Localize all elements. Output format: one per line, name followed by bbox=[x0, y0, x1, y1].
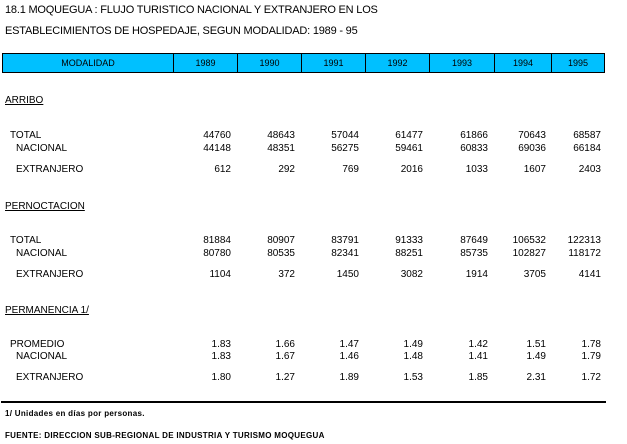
header-year-1989: 1989 bbox=[173, 54, 237, 72]
table-cell: 1.85 bbox=[468, 372, 488, 383]
table-cell: 87649 bbox=[460, 235, 488, 246]
row-label: EXTRANJERO bbox=[16, 269, 84, 280]
table-cell: 1.79 bbox=[581, 351, 601, 362]
table-cell: 1.46 bbox=[339, 351, 359, 362]
table-cell: 122313 bbox=[567, 235, 601, 246]
table-cell: 1450 bbox=[336, 269, 359, 280]
header-year-1991: 1991 bbox=[301, 54, 365, 72]
table-cell: 61866 bbox=[460, 130, 488, 141]
header-year-1994: 1994 bbox=[494, 54, 551, 72]
section-permanencia-title: PERMANENCIA 1/ bbox=[5, 305, 89, 316]
table-cell: 3705 bbox=[523, 269, 546, 280]
table-cell: 44148 bbox=[203, 143, 231, 154]
table-row bbox=[0, 164, 627, 176]
table-cell: 1607 bbox=[523, 164, 546, 175]
table-cell: 85735 bbox=[460, 248, 488, 259]
table-cell: 60833 bbox=[460, 143, 488, 154]
table-cell: 1.47 bbox=[339, 339, 359, 350]
table-cell: 1.67 bbox=[275, 351, 295, 362]
row-label: EXTRANJERO bbox=[16, 372, 84, 383]
header-year-1995: 1995 bbox=[551, 54, 604, 72]
table-cell: 1.48 bbox=[403, 351, 423, 362]
table-row bbox=[0, 248, 627, 260]
footnote: 1/ Unidades en días por personas. bbox=[5, 409, 145, 418]
table-cell: 68587 bbox=[573, 130, 601, 141]
table-cell: 106532 bbox=[512, 235, 546, 246]
table-cell: 1.53 bbox=[403, 372, 423, 383]
table-cell: 4141 bbox=[578, 269, 601, 280]
table-row bbox=[0, 130, 627, 142]
table-cell: 57044 bbox=[331, 130, 359, 141]
table-cell: 2016 bbox=[400, 164, 423, 175]
table-cell: 81884 bbox=[203, 235, 231, 246]
table-cell: 56275 bbox=[331, 143, 359, 154]
row-label: PROMEDIO bbox=[10, 339, 65, 350]
row-label: NACIONAL bbox=[16, 248, 68, 259]
table-cell: 91333 bbox=[395, 235, 423, 246]
row-label: TOTAL bbox=[10, 235, 42, 246]
table-cell: 1914 bbox=[465, 269, 488, 280]
section-pernoctacion-title: PERNOCTACION bbox=[5, 201, 85, 212]
table-cell: 80780 bbox=[203, 248, 231, 259]
table-row bbox=[0, 143, 627, 155]
table-cell: 1033 bbox=[465, 164, 488, 175]
table-cell: 69036 bbox=[518, 143, 546, 154]
table-cell: 66184 bbox=[573, 143, 601, 154]
source-note: FUENTE: DIRECCION SUB-REGIONAL DE INDUSTRIA Y TURISMO MOQUEGUA bbox=[5, 431, 325, 440]
table-row bbox=[0, 339, 627, 351]
table-cell: 1.78 bbox=[581, 339, 601, 350]
table-cell: 83791 bbox=[331, 235, 359, 246]
table-cell: 3082 bbox=[400, 269, 423, 280]
table-row bbox=[0, 351, 627, 363]
table-cell: 1.83 bbox=[211, 351, 231, 362]
section-arribo-title: ARRIBO bbox=[5, 95, 44, 106]
table-row bbox=[0, 372, 627, 384]
table-cell: 48351 bbox=[267, 143, 295, 154]
table-cell: 372 bbox=[278, 269, 295, 280]
table-row bbox=[0, 269, 627, 281]
table-cell: 82341 bbox=[331, 248, 359, 259]
table-cell: 1.27 bbox=[275, 372, 295, 383]
table-cell: 1.49 bbox=[403, 339, 423, 350]
table-cell: 2.31 bbox=[526, 372, 546, 383]
table-cell: 1.66 bbox=[275, 339, 295, 350]
table-cell: 1104 bbox=[209, 269, 231, 280]
row-label: NACIONAL bbox=[16, 143, 68, 154]
header-year-1992: 1992 bbox=[365, 54, 429, 72]
table-cell: 2403 bbox=[578, 164, 601, 175]
table-cell: 1.51 bbox=[526, 339, 546, 350]
table-cell: 1.83 bbox=[211, 339, 231, 350]
table-row bbox=[0, 235, 627, 247]
header-modalidad: MODALIDAD bbox=[61, 58, 115, 68]
table-cell: 1.89 bbox=[339, 372, 359, 383]
table-cell: 48643 bbox=[267, 130, 295, 141]
table-cell: 59461 bbox=[395, 143, 423, 154]
table-cell: 102827 bbox=[512, 248, 546, 259]
row-label: EXTRANJERO bbox=[16, 164, 84, 175]
table-cell: 80907 bbox=[267, 235, 295, 246]
row-label: TOTAL bbox=[10, 130, 42, 141]
table-cell: 70643 bbox=[518, 130, 546, 141]
table-cell: 1.42 bbox=[468, 339, 488, 350]
table-cell: 1.72 bbox=[581, 372, 601, 383]
table-cell: 44760 bbox=[203, 130, 231, 141]
table-header bbox=[2, 53, 605, 73]
table-cell: 1.80 bbox=[211, 372, 231, 383]
table-cell: 292 bbox=[278, 164, 295, 175]
table-cell: 80535 bbox=[267, 248, 295, 259]
table-cell: 1.49 bbox=[526, 351, 546, 362]
table-cell: 1.41 bbox=[468, 351, 488, 362]
table-cell: 118172 bbox=[568, 248, 601, 259]
header-year-1990: 1990 bbox=[237, 54, 301, 72]
table-title-line-1: 18.1 MOQUEGUA : FLUJO TURISTICO NACIONAL Y EXTRANJERO EN LOS bbox=[5, 4, 378, 16]
table-bottom-rule bbox=[1, 401, 606, 403]
table-title-line-2: ESTABLECIMIENTOS DE HOSPEDAJE, SEGUN MODALIDAD: 1989 - 95 bbox=[5, 25, 358, 37]
row-label: NACIONAL bbox=[16, 351, 68, 362]
table-cell: 612 bbox=[214, 164, 231, 175]
table-cell: 769 bbox=[342, 164, 359, 175]
header-year-1993: 1993 bbox=[429, 54, 494, 72]
table-cell: 61477 bbox=[395, 130, 423, 141]
table-cell: 88251 bbox=[395, 248, 423, 259]
